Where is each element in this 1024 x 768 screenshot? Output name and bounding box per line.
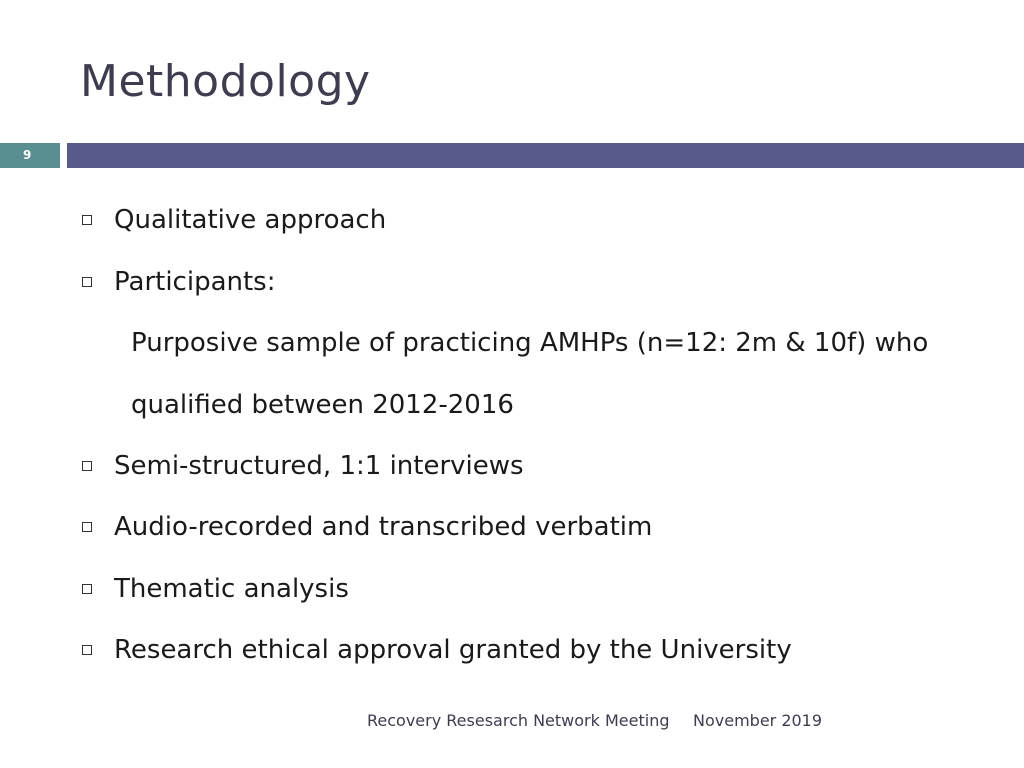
- footer-date: November 2019: [693, 711, 823, 730]
- header-divider-bar: [67, 143, 1024, 168]
- bullet-text: Participants:: [114, 267, 276, 297]
- bullet-item: [80, 262, 275, 302]
- sub-bullet-text: qualified between 2012-2016: [131, 390, 514, 420]
- bullet-item: [80, 446, 524, 486]
- square-bullet-icon: [82, 522, 92, 532]
- bullet-text: Audio-recorded and transcribed verbatim: [114, 512, 653, 542]
- square-bullet-icon: [82, 584, 92, 594]
- slide-number: 9: [0, 143, 60, 168]
- bullet-text: Semi-structured, 1:1 interviews: [114, 451, 524, 481]
- square-bullet-icon: [82, 461, 92, 471]
- slide-title: Methodology: [80, 56, 371, 107]
- bullet-item: [80, 630, 792, 670]
- square-bullet-icon: [82, 645, 92, 655]
- bullet-item: [80, 569, 349, 609]
- bullet-text: Thematic analysis: [114, 574, 349, 604]
- square-bullet-icon: [82, 277, 92, 287]
- sub-bullet-text: Purposive sample of practicing AMHPs (n=12: 2m & 10f) who: [131, 328, 929, 358]
- bullet-text: Qualitative approach: [114, 205, 387, 235]
- bullet-item: [80, 200, 386, 240]
- square-bullet-icon: [82, 215, 92, 225]
- bullet-item: [80, 507, 652, 547]
- bullet-text: Research ethical approval granted by the University: [114, 635, 792, 665]
- footer-event: Recovery Resesarch Network Meeting: [367, 711, 670, 730]
